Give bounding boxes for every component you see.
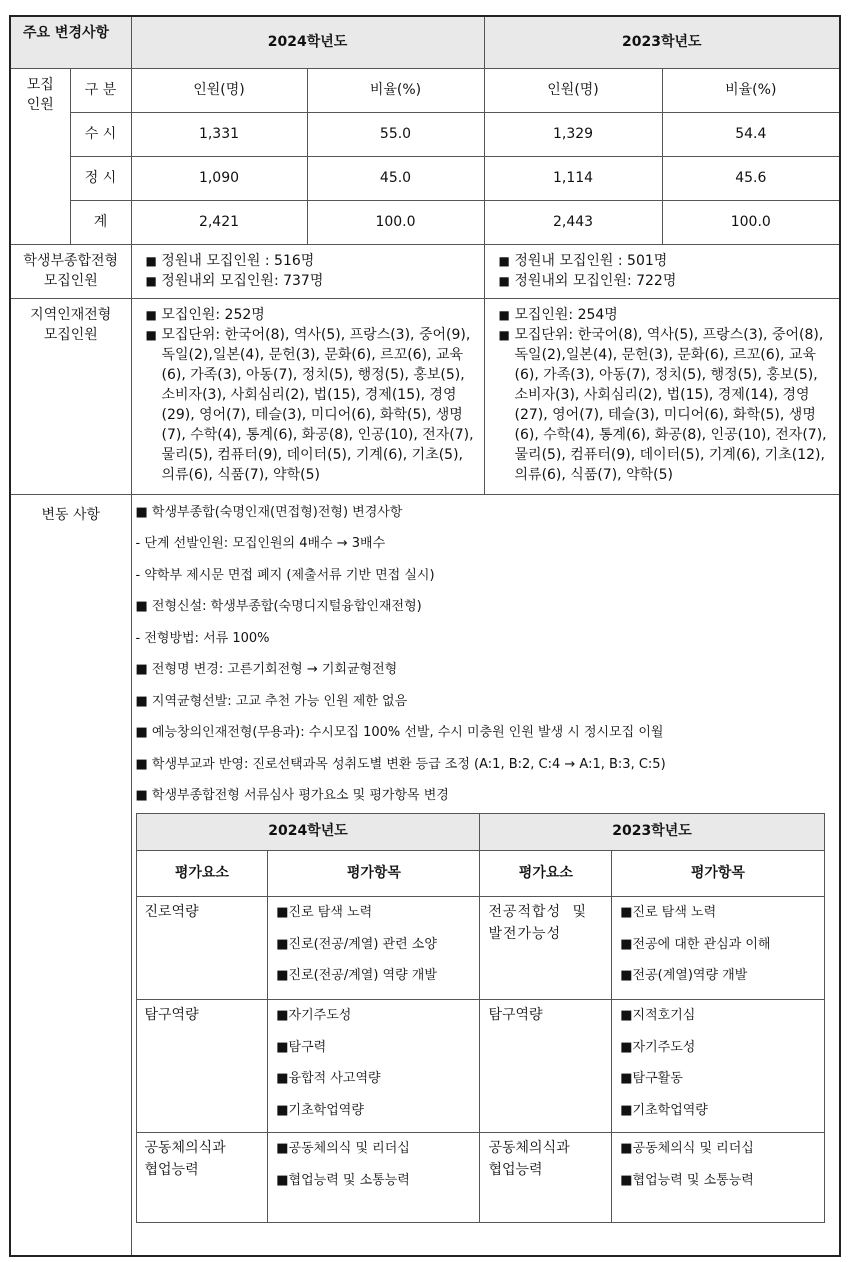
bullet-square-icon: ■ [145,273,157,288]
recruit-label [10,68,70,244]
bullet-square-icon: ■ [498,307,510,322]
category-header: 구 분 [70,68,131,112]
cell-count-2023: 1,114 [484,156,662,200]
list-item [499,271,834,291]
list-item [146,271,478,291]
table-row [136,897,824,1000]
list-item: ■협업능력 및 소통능력 [620,1172,754,1188]
cell-count-2023: 1,329 [484,112,662,156]
list-item: ■지적호기심 [620,1008,696,1023]
cell-count-2024: 1,090 [131,156,307,200]
recruit-label-line2: 인원 [26,96,54,113]
admissions-changes-table [9,15,841,1257]
table-row [136,1133,824,1223]
list-item: ■탐구력 [276,1039,327,1055]
eval-element-header-2024: 평가요소 [136,851,268,897]
cell-ratio-2024: 100.0 [307,200,484,244]
item-text: 모집단위: 한국어(8), 역사(5), 프랑스(3), 중어(8), 독일(2),일본(4), 문헌(3), 문화(6), 르꼬(6), 교육(6), 가족(3), 아동(7), 정치(5), 행정(5), 홍보(5), 소비자(3), 사회심리(2), 법(15), 경제(14), 경영(27), 영어(7), 테슬(3), 미디어(6), 화학(5), 생명(6), 수학(4), 통계(6), 화공(8), 인공(10), 전자(7), 물리(5), 컴퓨터(9), 데이터(5), 기계(6), 기초(12), 의류(6), 식품(7), 약학(5) [514,326,827,483]
bullet-square-icon: ■ [145,253,157,268]
list-item [146,325,478,485]
list-item: ■진로(전공/계열) 역량 개발 [276,968,437,983]
comprehensive-label-line2: 모집인원 [43,272,98,289]
change-item: - 단계 선발인원: 모집인원의 4배수 → 3배수 [135,536,386,551]
list-item [146,305,478,325]
comprehensive-2023 [484,244,840,298]
row-name: 계 [70,200,131,244]
eval-item-header-2024: 평가항목 [268,851,480,897]
count-header-2023: 인원(명) [484,68,662,112]
list-item: ■융합적 사고역량 [276,1071,381,1086]
regional-label-line2: 모집인원 [43,326,98,343]
count-header-2024: 인원(명) [131,68,307,112]
cell-ratio-2024: 55.0 [307,112,484,156]
eval-year-2023: 2023학년도 [480,814,824,851]
change-item: - 약학부 제시문 면접 폐지 (제출서류 기반 면접 실시) [135,567,435,583]
item-text: 정원내 모집인원 : 501명 [514,252,668,269]
change-item: ■ 전형신설: 학생부종합(숙명디지털융합인재전형) [135,599,422,614]
list-item: ■기초학업역량 [276,1102,364,1118]
list-item: ■진로 탐색 노력 [276,905,373,920]
comprehensive-label-line1: 학생부종합전형 [23,252,119,269]
bullet-square-icon: ■ [498,327,510,342]
eval-items-2024 [268,1000,480,1133]
item-text: 정원내외 모집인원: 737명 [161,272,324,289]
eval-year-2024: 2024학년도 [136,814,480,851]
list-item: ■자기주도성 [620,1039,696,1055]
list-item: ■진로(전공/계열) 관련 소양 [276,936,437,952]
eval-items-2023 [612,1133,824,1223]
eval-items-2023 [612,1000,824,1133]
change-item: ■ 학생부종합(숙명인재(면접형)전형) 변경사항 [135,504,403,520]
table-row [10,112,840,156]
list-item: ■협업능력 및 소통능력 [276,1172,410,1188]
list-item [499,305,834,325]
evaluation-table [136,813,825,1223]
table-row [10,156,840,200]
bullet-square-icon: ■ [145,307,157,322]
bullet-square-icon: ■ [145,327,157,342]
row-name: 수 시 [70,112,131,156]
eval-element-2023: 탐구역량 [480,1000,612,1133]
list-item: ■공동체의식 및 리더십 [620,1141,754,1156]
changes-content [131,494,840,1256]
list-item: ■공동체의식 및 리더십 [276,1141,410,1156]
year-2023-header: 2023학년도 [484,16,840,68]
cell-ratio-2023: 100.0 [662,200,840,244]
cell-ratio-2023: 45.6 [662,156,840,200]
eval-element-header-2023: 평가요소 [480,851,612,897]
comprehensive-label [10,244,131,298]
regional-2023 [484,298,840,494]
list-item: ■진로 탐색 노력 [620,905,717,920]
item-text: 모집단위: 한국어(8), 역사(5), 프랑스(3), 중어(9), 독일(2),일본(4), 문헌(3), 문화(6), 르꼬(6), 교육(6), 가족(3), 아동(7), 정치(5), 행정(5), 홍보(5), 소비자(3), 사회심리(2), 법(15), 경제(15), 경영(29), 영어(7), 테슬(3), 미디어(6), 화학(5), 생명(7), 수학(4), 통계(6), 화공(8), 인공(10), 전자(7), 물리(5), 컴퓨터(9), 데이터(5), 기계(6), 기초(5), 의류(6), 식품(7), 약학(5) [161,326,474,483]
item-text: 정원내외 모집인원: 722명 [514,272,677,289]
eval-items-2024 [268,897,480,1000]
list-item: ■자기주도성 [276,1008,352,1023]
eval-element-2024: 탐구역량 [136,1000,268,1133]
regional-label-line1: 지역인재전형 [30,306,112,323]
comprehensive-2024 [131,244,484,298]
list-item [499,325,834,485]
eval-item-header-2023: 평가항목 [612,851,824,897]
bullet-square-icon: ■ [498,273,510,288]
section-title: 주요 변경사항 [10,16,131,68]
cell-ratio-2023: 54.4 [662,112,840,156]
list-item: ■전공(계열)역량 개발 [620,968,748,983]
list-item [146,251,478,271]
eval-element-2024: 진로역량 [136,897,268,1000]
change-item: ■ 학생부교과 반영: 진로선택과목 성취도별 변환 등급 조정 (A:1, B:2, C:4 → A:1, B:3, C:5) [135,756,666,772]
list-item: ■탐구활동 [620,1071,683,1086]
recruit-label-line1: 모집 [26,76,54,93]
change-item: ■ 학생부종합전형 서류심사 평가요소 및 평가항목 변경 [135,788,449,803]
cell-count-2024: 1,331 [131,112,307,156]
change-item: - 전형방법: 서류 100% [135,630,270,646]
cell-count-2023: 2,443 [484,200,662,244]
table-row [10,200,840,244]
eval-element-2023: 전공적합성 및 발전가능성 [480,897,612,1000]
ratio-header-2023: 비율(%) [662,68,840,112]
list-item [499,251,834,271]
eval-items-2023 [612,897,824,1000]
cell-ratio-2024: 45.0 [307,156,484,200]
regional-2024 [131,298,484,494]
item-text: 정원내 모집인원 : 516명 [161,252,315,269]
change-item: ■ 전형명 변경: 고른기회전형 → 기회균형전형 [135,662,398,677]
changes-label: 변동 사항 [10,494,131,1256]
eval-element-2023: 공동체의식과 협업능력 [480,1133,612,1223]
cell-count-2024: 2,421 [131,200,307,244]
row-name: 정 시 [70,156,131,200]
bullet-square-icon: ■ [498,253,510,268]
change-item: ■ 예능창의인재전형(무용과): 수시모집 100% 선발, 수시 미충원 인원 발생 시 정시모집 이월 [135,725,664,740]
regional-label [10,298,131,494]
change-item: ■ 지역균형선발: 고교 추천 가능 인원 제한 없음 [135,693,408,709]
year-2024-header: 2024학년도 [131,16,484,68]
eval-items-2024 [268,1133,480,1223]
item-text: 모집인원: 252명 [161,306,265,323]
list-item: ■기초학업역량 [620,1102,708,1118]
item-text: 모집인원: 254명 [514,306,618,323]
list-item: ■전공에 대한 관심과 이해 [620,936,771,952]
table-row [136,1000,824,1133]
ratio-header-2024: 비율(%) [307,68,484,112]
eval-element-2024: 공동체의식과 협업능력 [136,1133,268,1223]
